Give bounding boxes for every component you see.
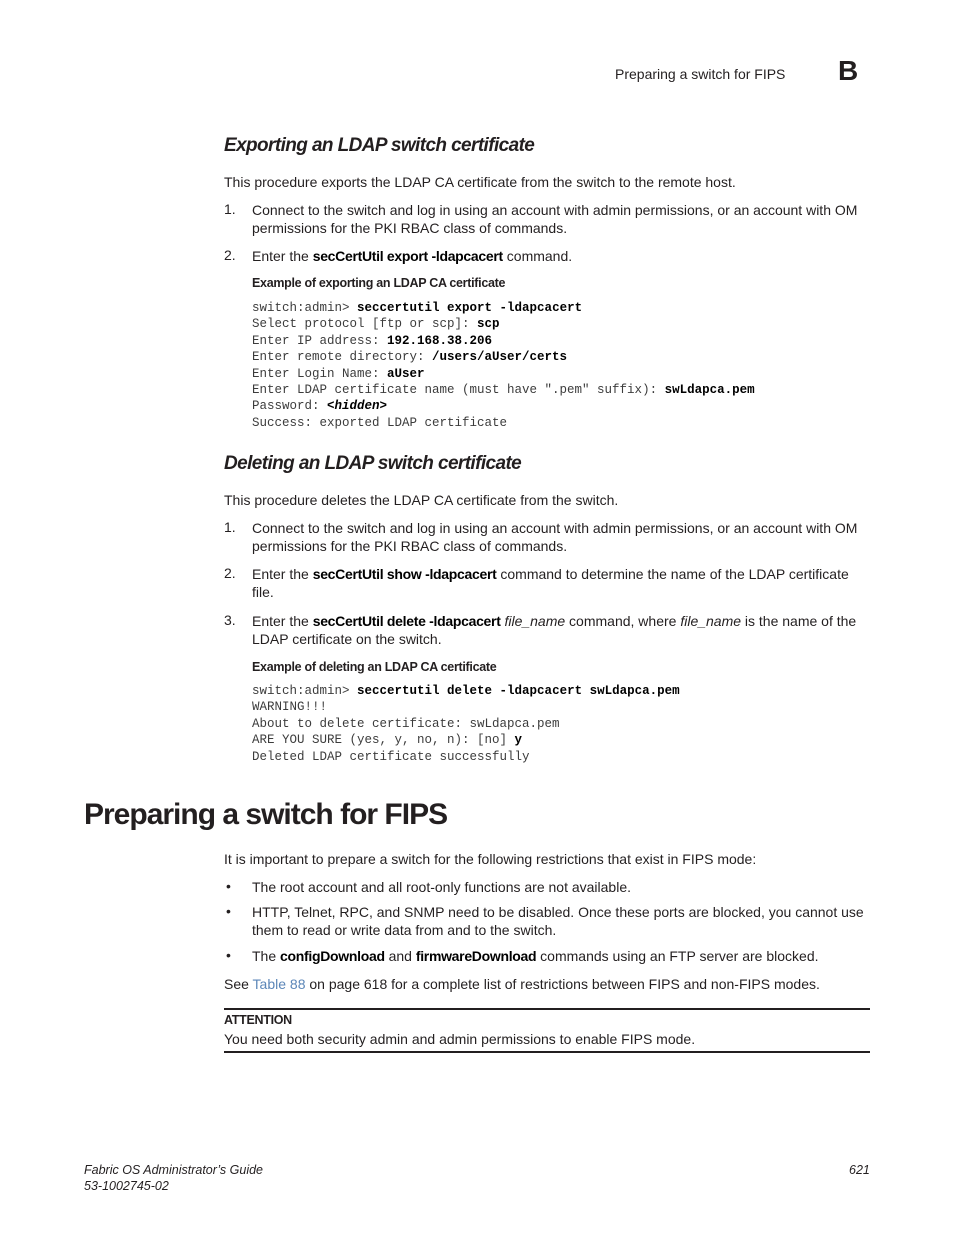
bullet-icon: • (226, 903, 231, 919)
footer-guide-title: Fabric OS Administrator’s Guide (84, 1163, 263, 1177)
delete-step-1: Connect to the switch and log in using an account with admin permissions, or an account with OM permissions for the PKI RBAC class of commands. (252, 520, 858, 554)
fips-see-table: See Table 88 on page 618 for a complete list of restrictions between FIPS and non-FIPS modes. (224, 976, 820, 992)
delete-step-1-number: 1. (224, 519, 236, 535)
attention-label: ATTENTION (224, 1013, 292, 1027)
code-line: Success: exported LDAP certificate (252, 415, 508, 430)
export-intro: This procedure exports the LDAP CA certificate from the switch to the remote host. (224, 174, 736, 190)
export-example-caption: Example of exporting an LDAP CA certificate (252, 276, 506, 290)
fips-section-heading: Preparing a switch for FIPS (84, 798, 448, 831)
attention-bottom-rule (224, 1051, 870, 1053)
code-line: Select protocol [ftp or scp]: scp (252, 317, 500, 332)
code-line: Deleted LDAP certificate successfully (252, 749, 530, 764)
delete-example-caption: Example of deleting an LDAP CA certificate (252, 660, 497, 674)
table-88-link[interactable]: Table 88 (252, 976, 306, 992)
config-download-command: configDownload (280, 948, 385, 964)
delete-section-heading: Deleting an LDAP switch certificate (224, 453, 522, 474)
export-step-2: Enter the secCertUtil export -ldapcacert command. (252, 248, 573, 264)
delete-step-3-number: 3. (224, 612, 236, 628)
delete-step-2-number: 2. (224, 565, 236, 581)
running-header-title: Preparing a switch for FIPS (615, 66, 786, 82)
code-line: switch:admin> seccertutil delete -ldapcacert swLdapca.pem (252, 684, 680, 698)
fips-bullet-2: HTTP, Telnet, RPC, and SNMP need to be disabled. Once these ports are blocked, you cannot use them to read or write data from and to the switch. (252, 904, 864, 938)
code-line: WARNING!!! (252, 700, 328, 715)
export-command: secCertUtil export -ldapcacert (312, 248, 503, 264)
export-step-2-number: 2. (224, 247, 236, 263)
attention-text: You need both security admin and admin permissions to enable FIPS mode. (224, 1031, 696, 1047)
export-code-block (252, 300, 755, 431)
code-line: ARE YOU SURE (yes, y, no, n): [no] y (252, 733, 523, 748)
footer-doc-number: 53-1002745-02 (84, 1179, 169, 1193)
delete-intro: This procedure deletes the LDAP CA certificate from the switch. (224, 492, 619, 508)
bullet-icon: • (226, 947, 231, 963)
code-line: Enter Login Name: aUser (252, 366, 425, 381)
bullet-icon: • (226, 878, 231, 894)
fips-intro: It is important to prepare a switch for the following restrictions that exist in FIPS mode: (224, 851, 757, 867)
firmware-download-command: firmwareDownload (415, 948, 537, 964)
code-line: Enter remote directory: /users/aUser/certs (252, 350, 568, 365)
fips-bullet-3: The configDownload and firmwareDownload commands using an FTP server are blocked. (252, 948, 819, 964)
fips-bullet-1: The root account and all root-only functions are not available. (252, 879, 632, 895)
delete-command: secCertUtil delete -ldapcacert (312, 613, 501, 629)
export-step-1-number: 1. (224, 201, 236, 217)
attention-top-rule (224, 1008, 870, 1010)
code-line: About to delete certificate: swLdapca.pem (252, 716, 560, 731)
code-line: switch:admin> seccertutil export -ldapcacert (252, 301, 583, 315)
appendix-letter: B (838, 55, 859, 86)
footer-page-number: 621 (849, 1163, 870, 1177)
code-line: Enter LDAP certificate name (must have ".pem" suffix): swLdapca.pem (252, 383, 755, 398)
code-line: Password: <hidden> (252, 399, 388, 414)
export-section-heading: Exporting an LDAP switch certificate (224, 135, 535, 156)
delete-step-3: Enter the secCertUtil delete -ldapcacert file_name command, where file_name is the name of the LDAP certificate on the switch. (252, 613, 857, 647)
export-step-1: Connect to the switch and log in using an account with admin permissions, or an account with OM permissions for the PKI RBAC class of commands. (252, 202, 858, 236)
show-command: secCertUtil show -ldapcacert (312, 566, 497, 582)
delete-code-block (252, 683, 680, 765)
delete-step-2: Enter the secCertUtil show -ldapcacert command to determine the name of the LDAP certificate file. (252, 566, 849, 600)
code-line: Enter IP address: 192.168.38.206 (252, 333, 493, 348)
